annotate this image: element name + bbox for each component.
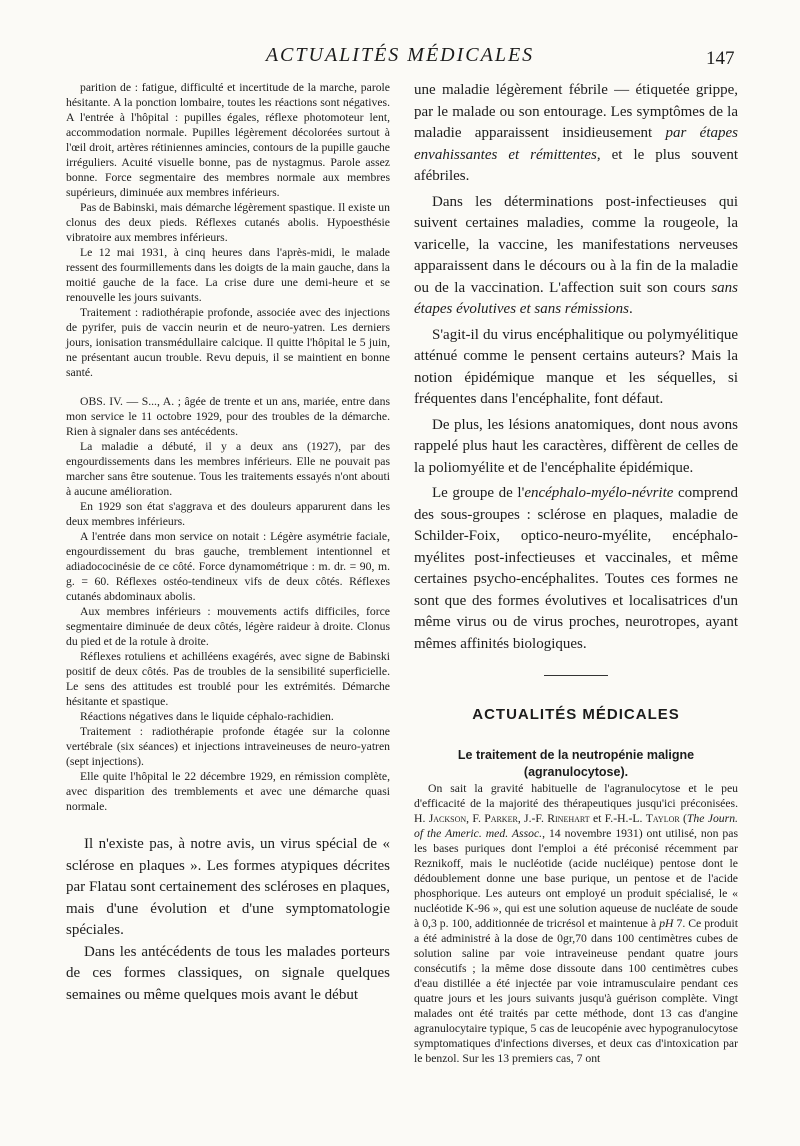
- author-name: Jackson: [428, 812, 467, 825]
- paragraph: A l'entrée dans mon service on notait : Légère asymétrie faciale, engourdissement du bras gauche, tremblement intentionnel et adiadococinésie de ce côté. Force dynamométrique : m. dr. = 90, m. g. = 60. Réflexes ostéo-tendineux vifs de deux côtés. Réflexes cutanés abdominaux abolis.: [66, 530, 390, 603]
- right-column: [414, 80, 738, 1066]
- author-name: Rinehart: [547, 812, 590, 825]
- paragraph: Elle quite l'hôpital le 22 décembre 1929, en rémission complète, avec disparition des tremblements et avec une démarche quasi normale.: [66, 770, 390, 813]
- paragraph: De plus, les lésions anatomiques, dont nous avons rappelé plus haut les caractères, diffèrent de celles de la poliomyélite et de l'encéphalite épidémique.: [414, 416, 738, 476]
- observation-heading-paragraph: OBS. IV. — S..., A. ; âgée de trente et un ans, mariée, entre dans mon service le 11 octobre 1929, pour des troubles de la démarche. Rien à signaler dans ses antécédents.: [66, 395, 390, 438]
- emphasis: par étapes envahissantes et rémittentes: [414, 125, 738, 163]
- page-number: 147: [706, 48, 735, 69]
- paragraph: Il n'existe pas, à notre avis, un virus spécial de « sclérose en plaques ». Les formes atypiques décrites par Flatau sont certainement des scléroses en plaques, mais d'une évolution et d'une symptomatologie spéciales.: [66, 836, 390, 938]
- paragraph: En 1929 son état s'aggrava et des douleurs apparurent dans les deux membres inférieurs.: [66, 500, 390, 528]
- ph-symbol: pH: [659, 917, 674, 930]
- running-header-title: ACTUALITÉS MÉDICALES: [265, 44, 535, 66]
- paragraph: Le groupe de l'encéphalo-myélo-névrite comprend des sous-groupes : sclérose en plaques, maladie de Schilder-Foix, optico-neuro-myélite, encéphalo-myélites post-infectieuses et vaccinales, et même certaines psycho-encéphalites. Toutes ces formes ne sont que des formes évolutives et localisatrices d'un même virus ou de virus proches, neurotropes, ayant mêmes affinités biologiques.: [414, 485, 738, 652]
- article-title: Le traitement de la neutropénie maligne (agranulocytose).: [457, 748, 695, 779]
- left-column: [66, 80, 390, 1006]
- paragraph: Pas de Babinski, mais démarche légèrement spastique. Il existe un clonus des deux pieds. Réflexes cutanés abolis. Hypoesthésie vibratoire aux membres inférieurs.: [66, 201, 390, 244]
- paragraph: parition de : fatigue, difficulté et incertitude de la marche, parole hésitante. A la ponction lombaire, toutes les réactions sont négatives. A l'entrée à l'hôpital : pupilles égales, réflexe photomoteur lent, accommodation normale. Pupilles légèrement décolorées surtout à l'œil droit, artères rétiniennes amincies, contours de la pupille gauche irréguliers. Acuité visuelle bonne, pas de nystagmus. Parole assez bonne. Force segmentaire des membres normale aux membres supérieurs, diminuée aux membres inférieurs.: [66, 81, 390, 199]
- paragraph: La maladie a débuté, il y a deux ans (1927), par des engourdissements dans les membres inférieurs. Elle ne pouvait pas marcher sans être soutenue. Tous les traitements essayés n'ont abouti à aucune amélioration.: [66, 440, 390, 498]
- article-body: On sait la gravité habituelle de l'agranulocytose et le peu d'efficacité de la majorité des thérapeutiques jusqu'ici préconisées. H. Jackson, F. Parker, J.-F. Rinehart et F.-H.-L. Taylor (The Journ. of the Americ. med. Assoc., 14 novembre 1931) ont utilisé, non pas les bases puriques dont l'emploi a été préconisé récemment par Reznikoff, mais le nucléotide (acide nucléique) pentose dont le dédoublement donne une base purique, un pentose et de l'acide phosphorique. Les auteurs ont employé un produit spécialisé, le « nucléotide K-96 », qui est une solution aqueuse de nucléate de soude à 0,3 p. 100, additionnée de tricrésol et maintenue à pH 7. Ce produit a été administré à la dose de 0gr,70 dans 100 centimètres cubes de solution saline par voie intraveineuse pendant quatre jours consécutifs ; la même dose dissoute dans 100 centimètres cubes d'eau distillée a été injectée par voie intramusculaire pendant ces quatre jours et les jours suivants jusqu'à guérison complète. Vingt malades ont été traités par cette méthode, dont 13 cas d'angine agranulocytaire typique, 5 cas de leucopénie avec hypogranulocytose symptomatiques d'infections diverses, et deux cas d'intoxication par le benzol. Sur les 13 premiers cas, 7 ont: [414, 782, 738, 1065]
- section-title: ACTUALITÉS MÉDICALES: [472, 706, 680, 723]
- paragraph: Réactions négatives dans le liquide céphalo-rachidien.: [80, 710, 334, 723]
- paragraph: Réflexes rotuliens et achilléens exagérés, avec signe de Babinski positif de deux côtés. Pas de troubles de la sensibilité superficielle. Le sens des attitudes est troublé pour les extrémités. Démarche hésitante et spastique.: [66, 650, 390, 708]
- paragraph: Dans les déterminations post-infectieuses qui suivent certaines maladies, comme la rougeole, la varicelle, la vaccine, les manifestations nerveuses apparaissent dans le décours ou à la fin de la maladie ou de la vaccination. L'affection suit son cours sans étapes évolutives et sans rémissions.: [414, 193, 738, 317]
- paragraph: Dans les antécédents de tous les malades porteurs de ces formes classiques, on signale quelques semaines ou même quelques mois avant le début: [66, 943, 390, 1003]
- journal-name: The Journ. of the Americ. med. Assoc.: [414, 812, 738, 840]
- section-divider: [544, 675, 608, 676]
- author-name: Parker: [484, 812, 518, 825]
- emphasis: sans étapes évolutives et sans rémissions: [414, 279, 738, 317]
- paragraph: Aux membres inférieurs : mouvements actifs difficiles, force segmentaire diminuée de deux côtés, légère raideur à droite. Clonus du pied et de la rotule à droite.: [66, 605, 390, 648]
- author-name: Taylor: [645, 812, 680, 825]
- paragraph: Traitement : radiothérapie profonde étagée sur la colonne vertébrale (six séances) et injections intraveineuses de neuro-yatren (sept injections).: [66, 725, 390, 768]
- paragraph: Le 12 mai 1931, à cinq heures dans l'après-midi, le malade ressent des fourmillements dans les doigts de la main gauche, dans la moitié gauche de la face. La crise dure une demi-heure et se renouvelle les jours suivants.: [66, 246, 390, 304]
- paragraph: Traitement : radiothérapie profonde, associée avec des injections de pyrifer, puis de vaccin neurin et de neuro-yatren. Les derniers jours, ionisation transmédullaire calcique. Il quitte l'hôpital le 5 juin, ne présentant aucun trouble. Revu depuis, il se maintient en bonne santé.: [66, 306, 390, 379]
- paragraph: S'agit-il du virus encéphalitique ou polymyélitique atténué comme le pensent certains auteurs? Mais la notion épidémique manque et les séquelles, si fréquentes dans l'encéphalite, font défaut.: [414, 326, 738, 407]
- paragraph: une maladie légèrement fébrile — étiquetée grippe, par le malade ou son entourage. Les symptômes de la maladie apparaissent insidieusement par étapes envahissantes et rémittentes, et le plus souvent afébriles.: [414, 82, 738, 184]
- emphasis: encéphalo-myélo-névrite: [524, 485, 674, 501]
